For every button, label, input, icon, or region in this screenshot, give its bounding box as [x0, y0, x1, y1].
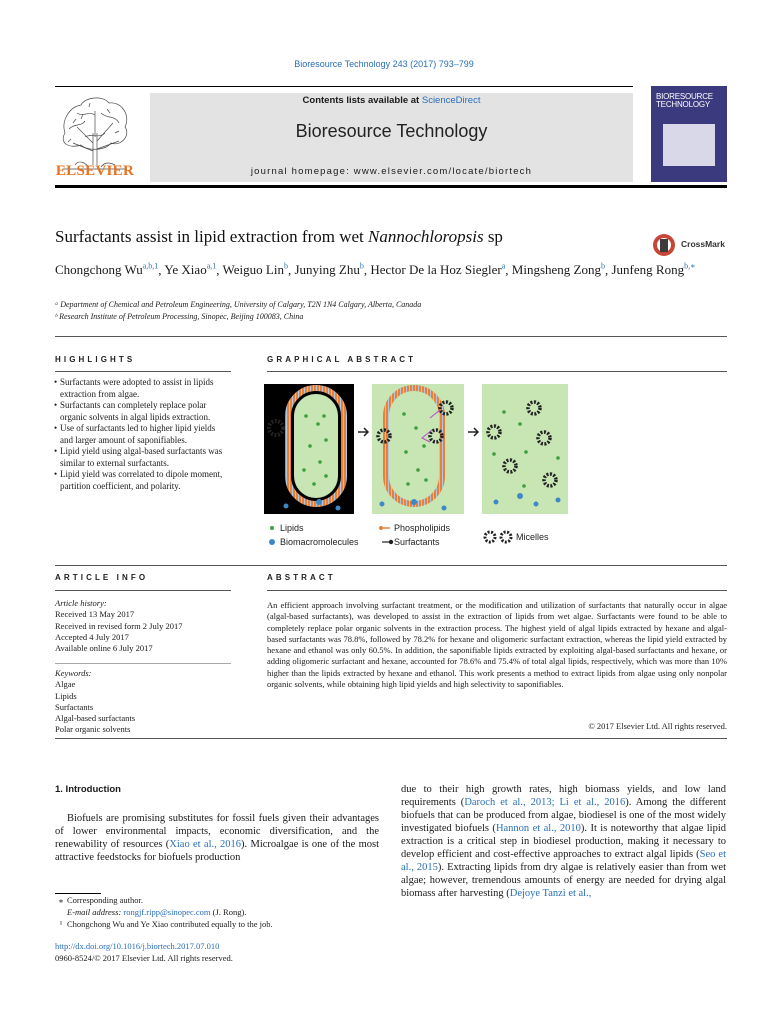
keyword: Polar organic solvents [55, 724, 131, 735]
citation-link[interactable]: Dejoye Tanzi et al., [509, 888, 592, 899]
lipid-legend-icon [270, 526, 274, 530]
graphical-abstract-figure[interactable] [264, 380, 727, 556]
highlight-item: • Lipid yield using algal-based surfactants was similar to external surfactants. [54, 446, 230, 469]
affiliation: ᵇ Research Institute of Petroleum Processing, Sinopec, Beijing 100083, China [55, 311, 304, 321]
legend-biomacromolecules: Biomacromolecules [280, 537, 359, 547]
cell-interior [392, 394, 436, 498]
journal-citation-link[interactable]: Bioresource Technology 243 (2017) 793–799 [294, 59, 474, 69]
article-history [55, 598, 182, 654]
author[interactable]: Mingsheng Zong$^b$ [511, 262, 605, 278]
legend-phospholipids: Phospholipids [394, 523, 451, 533]
citation-link[interactable]: Daroch et al., 2013; Li et al., 2016 [464, 797, 626, 808]
process-arrow-icon [358, 428, 368, 436]
history-entry: Received 13 May 2017 [55, 609, 135, 620]
cover-title-line: BIORESOURCE [656, 92, 713, 101]
footnote-mark: ⁎ [58, 895, 64, 905]
issn-line: 0960-8524/© 2017 Elsevier Ltd. All rights reserved. [55, 953, 233, 963]
highlights-list [54, 377, 230, 492]
affiliation: ᵃ Department of Chemical and Petroleum Engineering, University of Calgary, T2N 1N4 Calgary, Alberta, Canada [55, 300, 422, 309]
abstract-copyright: © 2017 Elsevier Ltd. All rights reserved. [588, 721, 727, 731]
footnote-equal-contribution: ¹ Chongchong Wu and Ye Xiao contributed equally to the job. [55, 918, 273, 930]
micelle-legend-icon [485, 532, 495, 542]
history-entry: Accepted 4 July 2017 [55, 631, 129, 642]
abstract-heading: ABSTRACT [267, 573, 336, 582]
highlights-heading: HIGHLIGHTS [55, 355, 136, 364]
keyword: Algae [55, 679, 76, 690]
keywords-label: Keywords: [55, 668, 92, 678]
graphical-abstract-rule [267, 371, 727, 372]
highlight-item: • Lipid yield was correlated to dipole moment, partition coefficient, and polarity. [54, 469, 230, 492]
history-label: Article history: [55, 598, 107, 608]
keyword: Surfactants [55, 701, 94, 712]
author-list: Chongchong Wu$^{a,b,1}$, Ye Xiao$^{a,1}$, Weiguo Lin$^b$, Junying Zhu$^b$, Hector De la Hoz Siegler$^a$, Mingsheng Zong$^b$, Junfeng Rong$^{b,∗}$ [55, 262, 696, 278]
doi-link[interactable]: http://dx.doi.org/10.1016/j.biortech.2017.07.010 [55, 941, 220, 951]
citation-link[interactable]: Seo et al., 2015 [401, 849, 727, 873]
author[interactable]: Ye Xiao$^{a,1}$ [164, 262, 217, 278]
author[interactable]: Weiguo Lin$^b$ [222, 262, 288, 278]
highlight-item: • Surfactants were adopted to assist in lipids extraction from algae. [54, 377, 230, 400]
footnotes [55, 894, 273, 930]
biomacromolecule-legend-icon [269, 539, 275, 545]
graphical-abstract-legend [269, 523, 549, 547]
journal-homepage[interactable]: journal homepage: www.elsevier.com/locate/biortech [250, 166, 533, 177]
article-info-rule [55, 590, 231, 591]
sciencedirect-link[interactable]: ScienceDirect [421, 95, 481, 106]
legend-micelles: Micelles [516, 532, 549, 542]
graphical-abstract-heading: GRAPHICAL ABSTRACT [267, 355, 417, 364]
section-rule [55, 565, 727, 566]
micelle-legend-icon [501, 532, 511, 542]
paper-title: Surfactants assist in lipid extraction from wet Nannochloropsis sp [55, 227, 503, 246]
article-info-heading: ARTICLE INFO [55, 573, 149, 582]
footnote-email: E-mail address: rongjf.ripp@sinopec.com (J. Rong). [67, 907, 247, 917]
surfactant-head-icon [389, 540, 393, 544]
elsevier-wordmark: ELSEVIER [55, 163, 135, 179]
citation-link[interactable]: Xiao et al., 2016 [169, 839, 242, 850]
author[interactable]: Hector De la Hoz Siegler$^a$ [370, 262, 506, 278]
cell-interior [294, 394, 338, 498]
keywords-rule [55, 663, 231, 664]
author[interactable]: Chongchong Wu$^{a,b,1}$ [55, 262, 159, 278]
legend-lipids: Lipids [280, 523, 304, 533]
footnote-mark: ¹ [59, 919, 63, 929]
cell-panel-extracted [482, 384, 568, 514]
cover-title-line: TECHNOLOGY [656, 100, 711, 109]
history-entry: Received in revised form 2 July 2017 [55, 620, 183, 631]
cover-graphic [663, 124, 715, 166]
affiliations [55, 299, 421, 322]
highlight-item: • Surfactants can completely replace polar organic solvents in algal lipids extraction. [54, 400, 230, 423]
citation-link[interactable]: Hannon et al., 2010 [495, 823, 581, 834]
section-rule [55, 336, 727, 337]
journal-title: Bioresource Technology [295, 121, 488, 141]
footnote-corresponding: ⁎ Corresponding author. [55, 894, 273, 906]
abstract-rule [267, 590, 727, 591]
introduction-heading: 1. Introduction [55, 784, 121, 795]
cover-title [656, 93, 713, 109]
introduction-paragraph-left: Biofuels are promising substitutes for fossil fuels given their advantages of lower environmental impacts, economic diversification, and the renewability of resources (Xiao et al., 2016). Microalgae is one of the most attractive feedstocks for biofuels production [55, 813, 379, 863]
phospholipid-head-icon [379, 526, 383, 530]
section-rule [55, 738, 727, 739]
keyword: Algal-based surfactants [55, 713, 136, 724]
highlight-item: • Use of surfactants led to higher lipid yields and larger amount of saponifiables. [54, 423, 230, 446]
header-rule [55, 86, 633, 87]
contents-prefix: Contents lists available at [302, 95, 422, 106]
journal-cover-thumbnail[interactable] [651, 86, 727, 182]
keywords [55, 668, 135, 736]
keyword: Lipids [55, 690, 77, 701]
crossmark-label[interactable]: CrossMark [681, 239, 725, 249]
abstract-text: An efficient approach involving surfactant treatment, or the modification and utilization of surfactants that naturally occur in algae (algal-based surfactants), was developed to assist in the extraction of lipids from wet algae. Surfactants were found to be able to completely replace polar organic solvents in the extraction process. The highest yield of algal lipids extracted by hexane and algal-based surfactants was 78.8%, followed by 78.2% for hexane and oligomeric surfactant extraction, whereas the lipid yield extracted by hexane and ethanol was only 60.5%. In addition, the saponifiable lipids extracted by exploiting algal-based surfactants and hexane, or adding oligomeric surfactant and hexane, accounted for 78.6% and 75.4% of total algal lipids, respectively, which was more than 10% higher than the lipids extracted by hexane and ethanol. This work presents a method to extract lipids from algae using only nonpolar organic solvents, while obtaining high lipid yields and high selectivity to saponifiables. [267, 600, 727, 690]
process-arrow-icon [468, 428, 478, 436]
highlights-rule [55, 371, 231, 372]
author[interactable]: Junfeng Rong$^{b,∗}$ [611, 262, 696, 278]
header-thick-rule [55, 185, 727, 188]
contents-availability [150, 95, 633, 106]
legend-surfactants: Surfactants [394, 537, 440, 547]
history-entry: Available online 6 July 2017 [55, 643, 153, 654]
email-link[interactable]: rongjf.ripp@sinopec.com [123, 907, 211, 917]
introduction-paragraph-right: due to their high growth rates, high biomass yields, and low land requirements (Daroch et al., 2013; Li et al., 2016). Among the different biofuels that can be produced from algae, biodiesel is one of the most widely investigated biofuels (Hannon et al., 2010). It is noteworthy that algae lipid extraction is a critical step in biodiesel production, making it necessary to develop efficient and cost-effective approaches to extract algal lipids (Seo et al., 2015). Extracting lipids from dry algae is relatively easier than from wet algae; however, tremendous amounts of energy are needed for drying algal biomass after harvesting (Dejoye Tanzi et al., [401, 784, 727, 899]
author[interactable]: Junying Zhu$^b$ [294, 262, 364, 278]
